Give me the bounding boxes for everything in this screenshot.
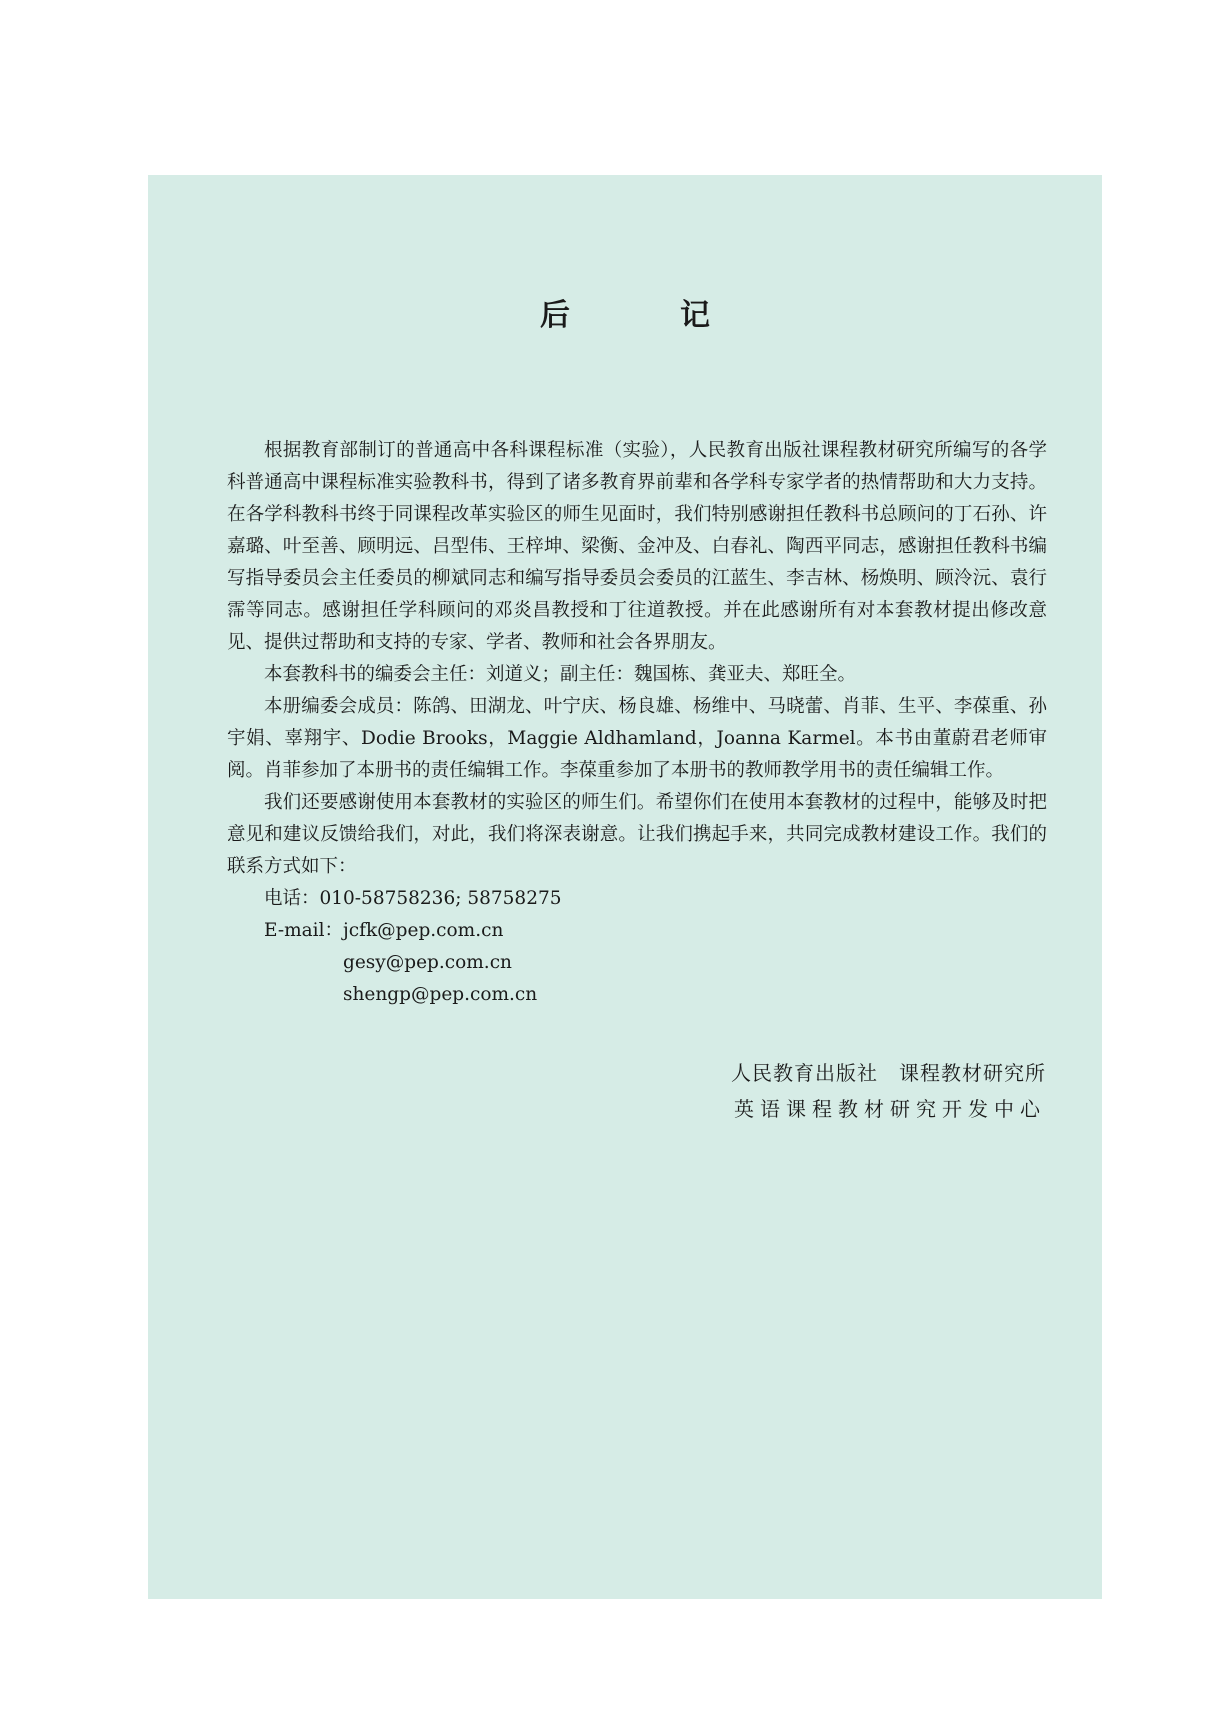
paragraph-volume-members: 本册编委会成员：陈鸽、田湖龙、叶宁庆、杨良雄、杨维中、马晓蕾、肖菲、生平、李葆重、孙宇娟、辜翔宇、Dodie Brooks，Maggie Aldhamland，Joanna Karmel。本书由董蔚君老师审阅。肖菲参加了本册书的责任编辑工作。李葆重参加了本册书的教师教学用书的责任编辑工作。: [227, 696, 1047, 781]
publisher-signature: [731, 1055, 1046, 1127]
email-address[interactable]: jcfk@pep.com.cn: [343, 920, 504, 941]
email-address[interactable]: shengp@pep.com.cn: [343, 984, 538, 1005]
email-label: E-mail：: [264, 920, 344, 941]
publisher-line-2: 英语课程教材研究开发中心: [734, 1097, 1046, 1121]
contact-email-block: [227, 915, 1047, 1011]
paragraph-editorial-board: 本套教科书的编委会主任：刘道义；副主任：魏国栋、龚亚夫、郑旺全。: [264, 664, 857, 685]
email-list: [343, 915, 537, 1011]
publisher-line-1: 人民教育出版社 课程教材研究所: [731, 1061, 1046, 1085]
page-panel: [148, 175, 1102, 1599]
page-title: 后 记: [540, 298, 750, 333]
contact-phone: 电话：010-58758236; 58758275: [264, 888, 562, 909]
email-address[interactable]: gesy@pep.com.cn: [343, 952, 512, 973]
paragraph-acknowledgement: 根据教育部制订的普通高中各科课程标准（实验），人民教育出版社课程教材研究所编写的各学科普通高中课程标准实验教科书，得到了诸多教育界前辈和各学科专家学者的热情帮助和大力支持。在各学科教科书终于同课程改革实验区的师生见面时，我们特别感谢担任教科书总顾问的丁石孙、许嘉璐、叶至善、顾明远、吕型伟、王梓坤、梁衡、金冲及、白春礼、陶西平同志，感谢担任教科书编写指导委员会主任委员的柳斌同志和编写指导委员会委员的江蓝生、李吉林、杨焕明、顾泠沅、袁行霈等同志。感谢担任学科顾问的邓炎昌教授和丁往道教授。并在此感谢所有对本套教材提出修改意见、提供过帮助和支持的专家、学者、教师和社会各界朋友。: [227, 440, 1047, 653]
paragraph-feedback: 我们还要感谢使用本套教材的实验区的师生们。希望你们在使用本套教材的过程中，能够及时把意见和建议反馈给我们，对此，我们将深表谢意。让我们携起手来，共同完成教材建设工作。我们的联系方式如下：: [227, 792, 1047, 877]
body-text: [227, 435, 1047, 1011]
